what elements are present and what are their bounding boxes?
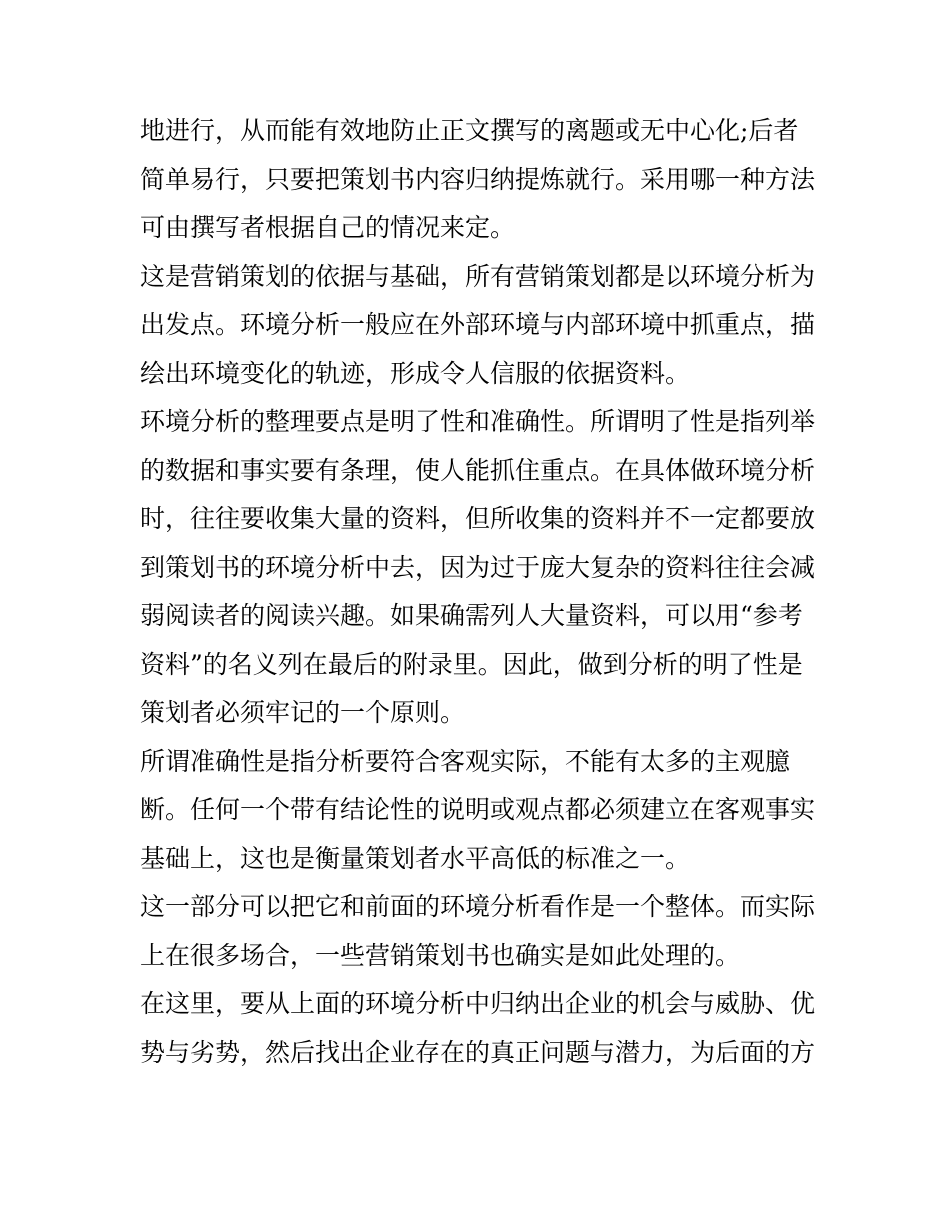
body-text [140, 107, 820, 1077]
text-line-10: 到策划书的环境分析中去，因为过于庞大复杂的资料往往会减 [140, 552, 816, 582]
text-line-5: 出发点。环境分析一般应在外部环境与内部环境中抓重点，描 [140, 310, 816, 339]
text-line-12: 资料”的名义列在最后的附录里。因此，做到分析的明了性是 [140, 649, 803, 679]
text-line-7: 环境分析的整理要点是明了性和准确性。所谓明了性是指列举 [140, 407, 816, 436]
text-line-9: 时，往往要收集大量的资料，但所收集的资料并不一定都要放 [140, 504, 816, 533]
text-line-17: 这一部分可以把它和前面的环境分析看作是一个整体。而实际 [140, 892, 816, 921]
text-line-18: 上在很多场合，一些营销策划书也确实是如此处理的。 [140, 940, 741, 970]
text-line-4: 这是营销策划的依据与基础，所有营销策划都是以环境分析为 [140, 261, 816, 291]
text-line-13: 策划者必须牢记的一个原则。 [140, 698, 466, 727]
text-line-6: 绘出环境变化的轨迹，形成令人信服的依据资料。 [140, 358, 691, 388]
text-line-1: 地进行，从而能有效地防止正文撰写的离题或无中心化;后者 [140, 116, 799, 145]
text-line-15: 断。任何一个带有结论性的说明或观点都必须建立在客观事实 [140, 795, 816, 824]
text-line-14: 所谓准确性是指分析要符合客观实际，不能有太多的主观臆 [140, 746, 791, 776]
text-line-19: 在这里，要从上面的环境分析中归纳出企业的机会与威胁、优 [140, 989, 816, 1018]
text-line-20: 势与劣势，然后找出企业存在的真正问题与潜力，为后面的方 [140, 1037, 816, 1067]
text-line-11: 弱阅读者的阅读兴趣。如果确需列人大量资料，可以用“参考 [140, 601, 803, 630]
text-line-2: 简单易行，只要把策划书内容归纳提炼就行。采用哪一种方法 [140, 164, 816, 194]
text-line-16: 基础上，这也是衡量策划者水平高低的标准之一。 [140, 843, 691, 873]
text-line-3: 可由撰写者根据自己的情况来定。 [140, 213, 516, 242]
text-line-8: 的数据和事实要有条理，使人能抓住重点。在具体做环境分析 [140, 455, 816, 485]
